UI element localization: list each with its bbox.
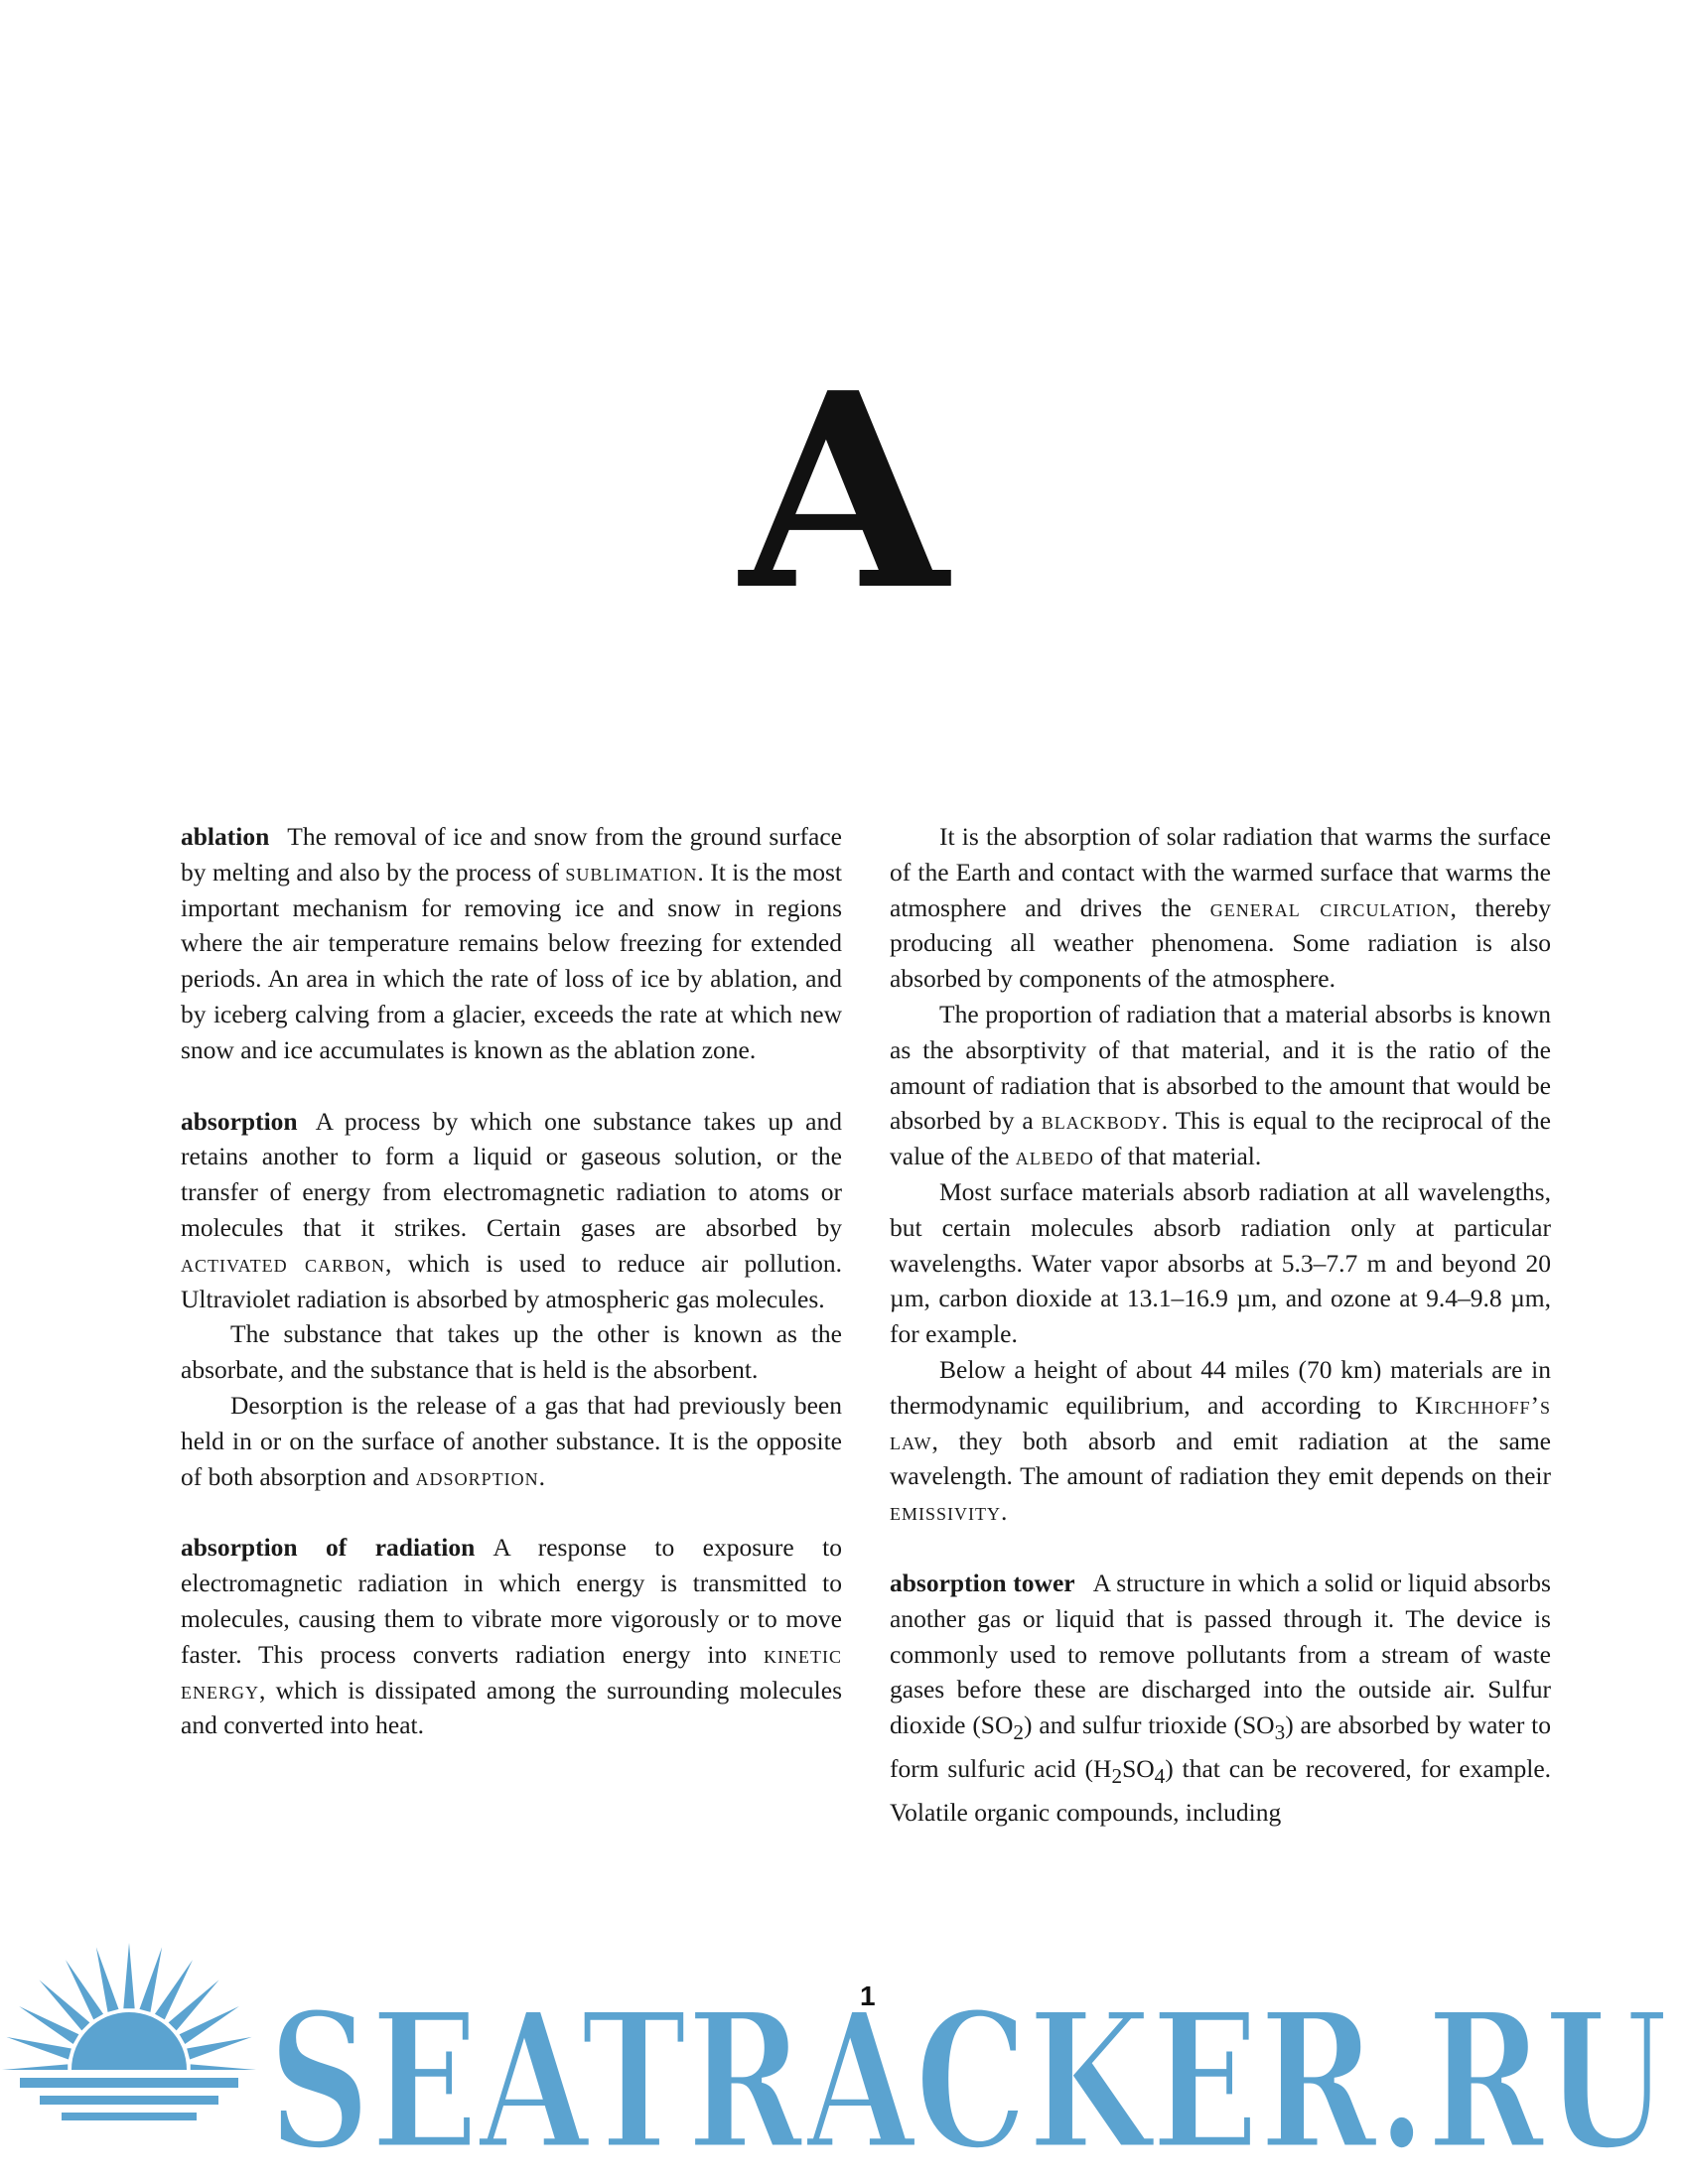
text-run: ) are absorbed by water to form sulfuric acid (H <box>890 1710 1551 1784</box>
entry-paragraph <box>181 819 842 1068</box>
headword: ablation <box>181 822 270 851</box>
entry-paragraph <box>181 1104 842 1317</box>
entry-absorption <box>181 1104 842 1495</box>
right-column <box>890 819 1551 1866</box>
entry-paragraph <box>890 819 1551 997</box>
sun-ray <box>139 1947 162 2011</box>
entry-paragraph <box>181 1530 842 1743</box>
entry-paragraph <box>890 997 1551 1174</box>
text-run: SO <box>1122 1754 1155 1784</box>
text-run: ) and sulfur trioxide (SO <box>1024 1710 1275 1740</box>
text-run: A response to exposure to electromagnetic radiation in which energy is transmitted to molecules, causing them to vibrate more vigorously or to move faster. This process converts radiation energy into <box>181 1533 842 1669</box>
text-run: . <box>1001 1497 1008 1527</box>
entry-paragraph <box>181 1388 842 1494</box>
entry-paragraph <box>890 1566 1551 1831</box>
text-run: , which is dissipated among the surrounding molecules and converted into heat. <box>181 1675 842 1740</box>
text-run: ) that can be recovered, for example. Volatile organic compounds, including <box>890 1754 1552 1827</box>
text-run: , which is used to reduce air pollution. Ultraviolet radiation is absorbed by atmospheric gas molecules. <box>181 1248 842 1313</box>
text-run: The removal of ice and snow from the ground surface by melting and also by the process of <box>181 822 842 887</box>
text-run: . It is the most important mechanism for removing ice and snow in regions where the air temperature remains below freezing for extended periods. An area in which the rate of loss of ice by ablation, and by iceberg calving from a glacier, exceeds the rate at which new snow and ice accumulates is known as the ablation zone. <box>181 857 842 1064</box>
text-run: A structure in which a solid or liquid absorbs another gas or liquid that is passed through it. The device is commonly used to remove pollutants from a stream of waste gases before these are discharged into the outside air. Sulfur dioxide (SO <box>890 1568 1551 1740</box>
cross-reference-link[interactable]: blackbody <box>1041 1106 1162 1136</box>
entry-ablation <box>181 819 842 1068</box>
subscript: 2 <box>1111 1764 1123 1789</box>
text-run: Below a height of about 44 miles (70 km) materials are in thermodynamic equilibrium, and according to <box>890 1354 1551 1420</box>
text-run: of that material. <box>1093 1142 1262 1171</box>
cross-reference-link[interactable]: adsorption <box>415 1461 539 1491</box>
sun-ray <box>96 1947 119 2011</box>
entry-absorption-of-radiation-continued <box>890 819 1551 1530</box>
cross-reference-link[interactable]: emissivity <box>890 1497 1001 1527</box>
headword: absorption of radiation <box>181 1533 476 1563</box>
sun-ray <box>123 1943 134 2008</box>
cross-reference-link[interactable]: Kirchhoff’s law <box>890 1390 1551 1455</box>
entry-paragraph <box>890 1352 1551 1530</box>
subscript: 3 <box>1274 1720 1286 1745</box>
headword: absorption <box>181 1106 298 1136</box>
text-run: A process by which one substance takes up and retains another to form a liquid or gaseous solution, or the transfer of energy from electromagnetic radiation to atoms or molecules that it strikes. Certain gases are absorbed by <box>181 1106 842 1242</box>
cross-reference-link[interactable]: kinetic energy <box>181 1639 842 1705</box>
cross-reference-link[interactable]: general circulation <box>1209 892 1451 922</box>
cross-reference-link[interactable]: albedo <box>1015 1142 1094 1171</box>
text-run: . <box>538 1461 545 1491</box>
sun-ray <box>6 2037 70 2060</box>
cross-reference-link[interactable]: activated carbon <box>181 1248 386 1278</box>
watermark-text: SEATRACKER.RU <box>268 1971 1668 2184</box>
watermark <box>0 1931 1688 2184</box>
text-run: The proportion of radiation that a material absorbs is known as the absorptivity of that material, and it is the ratio of the amount of radiation that is absorbed to the amount that would be absorbed by a <box>890 999 1551 1136</box>
text-run: . This is equal to the reciprocal of the value of the <box>890 1106 1551 1171</box>
text-run: , they both absorb and emit radiation at the same wavelength. The amount of radiation they emit depends on their <box>890 1426 1551 1491</box>
entry-absorption-tower <box>890 1566 1551 1831</box>
entry-paragraph: Most surface materials absorb radiation at all wavelengths, but certain molecules absorb radiation only at particular wavelengths. Water vapor absorbs at 5.3–7.7 m and beyond 20 µm, carbon dioxide at 13.1–16.9 µm, and ozone at 9.4–9.8 µm, for example. <box>890 1176 1551 1349</box>
text-run: Desorption is the release of a gas that had previously been held in or on the surface of another substance. It is the opposite of both absorption and <box>181 1390 842 1491</box>
cross-reference-link[interactable]: sublimation <box>565 857 698 887</box>
headword: absorption tower <box>890 1568 1075 1597</box>
text-run: , thereby producing all weather phenomena. Some radiation is also absorbed by components of the atmosphere. <box>890 892 1551 994</box>
chapter-letter: A <box>740 334 948 649</box>
sun-ray <box>187 2037 251 2060</box>
page-number: 1 <box>860 1980 876 2011</box>
subscript: 4 <box>1154 1764 1166 1789</box>
left-column <box>181 819 842 1779</box>
sun-logo-icon <box>0 1943 258 2184</box>
text-run: It is the absorption of solar radiation that warms the surface of the Earth and contact with the warmed surface that warms the atmosphere and drives the <box>890 822 1551 922</box>
entry-absorption-of-radiation <box>181 1530 842 1743</box>
entry-paragraph: The substance that takes up the other is known as the absorbate, and the substance that is held is the absorbent. <box>181 1319 842 1385</box>
subscript: 2 <box>1013 1720 1025 1745</box>
